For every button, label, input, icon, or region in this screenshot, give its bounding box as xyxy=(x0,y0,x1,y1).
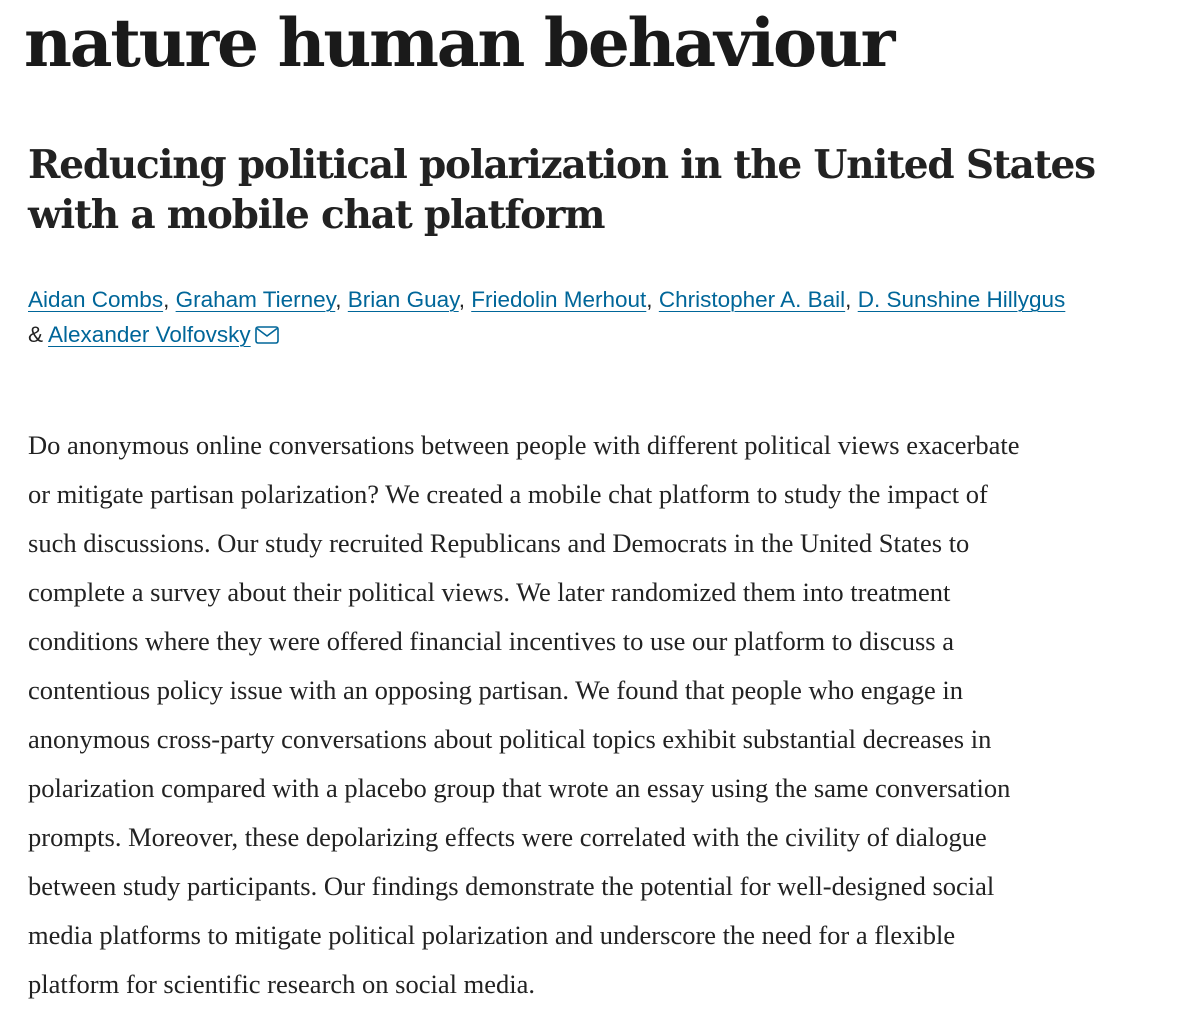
abstract-line: platform for scientific research on social media. xyxy=(28,969,535,999)
author-separator: , xyxy=(335,287,342,312)
author-list-line xyxy=(28,282,1188,317)
author-separator: , xyxy=(458,287,465,312)
article-title xyxy=(28,140,1178,240)
author-list xyxy=(28,282,1188,354)
abstract-line: conditions where they were offered financial incentives to use our platform to discuss a xyxy=(28,626,954,656)
abstract-line: contentious policy issue with an opposing partisan. We found that people who engage in xyxy=(28,675,964,705)
abstract-line: or mitigate partisan polarization? We created a mobile chat platform to study the impact of xyxy=(28,479,988,509)
abstract-line: complete a survey about their political views. We later randomized them into treatment xyxy=(28,577,951,607)
abstract-line: such discussions. Our study recruited Republicans and Democrats in the United States to xyxy=(28,528,970,558)
article-title-line: Reducing political polarization in the United States xyxy=(28,142,1095,188)
author-link-alexander-volfovsky[interactable]: Alexander Volfovsky xyxy=(48,322,251,347)
abstract-line: prompts. Moreover, these depolarizing effects were correlated with the civility of dialogue xyxy=(28,822,987,852)
abstract-line: media platforms to mitigate political polarization and underscore the need for a flexible xyxy=(28,920,956,950)
mail-icon[interactable] xyxy=(255,319,279,354)
abstract-line: between study participants. Our findings demonstrate the potential for well-designed social xyxy=(28,871,995,901)
author-link-d-sunshine-hillygus[interactable]: D. Sunshine Hillygus xyxy=(857,287,1066,312)
author-link-graham-tierney[interactable]: Graham Tierney xyxy=(175,287,336,312)
article-title-line: with a mobile chat platform xyxy=(28,192,605,238)
abstract-line: anonymous cross-party conversations about political topics exhibit substantial decreases in xyxy=(28,724,992,754)
abstract-line: polarization compared with a placebo group that wrote an essay using the same conversation xyxy=(28,773,1011,803)
author-separator: , xyxy=(163,287,170,312)
journal-title[interactable]: nature human behaviour xyxy=(24,4,894,82)
abstract-line: Do anonymous online conversations between people with different political views exacerbate xyxy=(28,430,1020,460)
author-list-line xyxy=(28,317,1188,354)
author-separator: , xyxy=(845,287,852,312)
author-link-friedolin-merhout[interactable]: Friedolin Merhout xyxy=(471,287,647,312)
author-separator: , xyxy=(646,287,653,312)
author-link-christopher-a-bail[interactable]: Christopher A. Bail xyxy=(658,287,846,312)
author-link-brian-guay[interactable]: Brian Guay xyxy=(347,287,459,312)
author-ampersand: & xyxy=(28,322,44,347)
abstract xyxy=(28,421,1193,1009)
author-link-aidan-combs[interactable]: Aidan Combs xyxy=(28,287,164,312)
